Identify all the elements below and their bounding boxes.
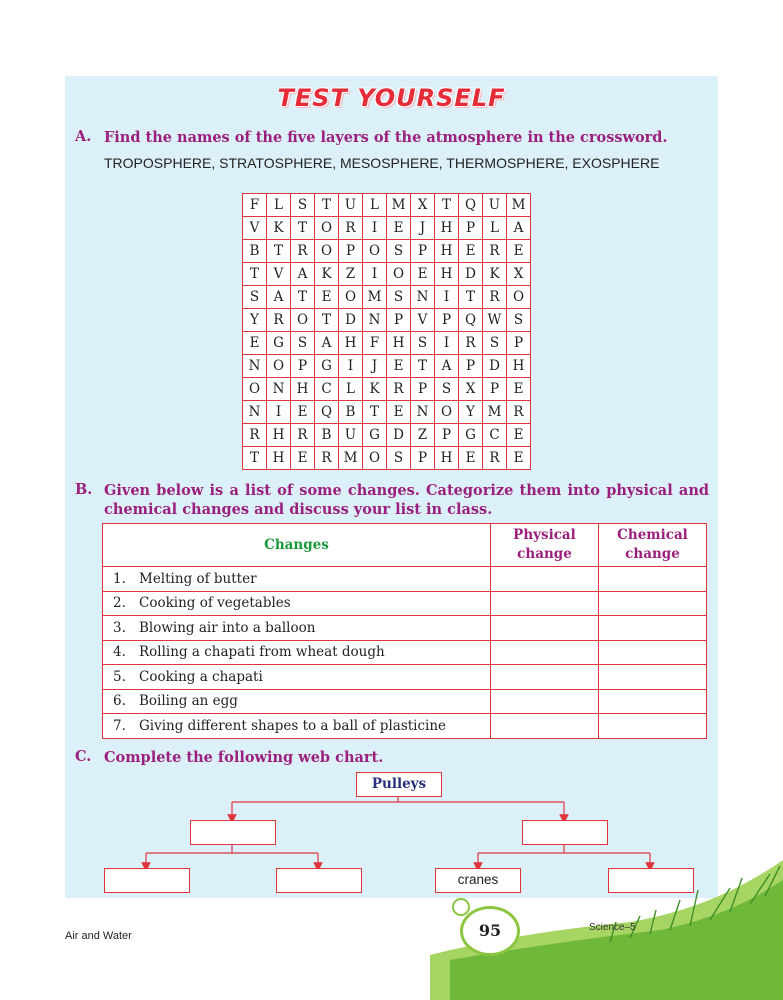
crossword-cell[interactable]: O xyxy=(315,217,339,240)
crossword-cell[interactable]: D xyxy=(339,309,363,332)
crossword-cell[interactable]: S xyxy=(435,378,459,401)
crossword-cell[interactable]: H xyxy=(435,447,459,470)
crossword-cell[interactable]: H xyxy=(507,355,531,378)
crossword-cell[interactable]: E xyxy=(387,401,411,424)
crossword-cell[interactable]: A xyxy=(435,355,459,378)
crossword-cell[interactable]: M xyxy=(507,194,531,217)
crossword-cell[interactable]: I xyxy=(363,263,387,286)
section-c-letter: C. xyxy=(75,748,92,765)
header-physical-line1: Physical xyxy=(513,527,576,543)
change-item-text: Cooking of vegetables xyxy=(139,595,291,612)
crossword-cell[interactable]: V xyxy=(267,263,291,286)
crossword-cell[interactable]: E xyxy=(459,240,483,263)
crossword-cell[interactable]: N xyxy=(411,286,435,309)
crossword-cell[interactable]: J xyxy=(363,355,387,378)
crossword-cell[interactable]: D xyxy=(459,263,483,286)
crossword-cell[interactable]: D xyxy=(483,355,507,378)
section-a-letter: A. xyxy=(75,128,92,145)
crossword-cell[interactable]: S xyxy=(387,240,411,263)
crossword-cell[interactable]: V xyxy=(411,309,435,332)
crossword-cell[interactable]: E xyxy=(315,286,339,309)
crossword-cell[interactable]: B xyxy=(243,240,267,263)
section-c-question: Complete the following web chart. xyxy=(104,749,384,766)
crossword-cell[interactable]: B xyxy=(315,424,339,447)
crossword-cell[interactable]: P xyxy=(387,309,411,332)
crossword-cell[interactable]: Y xyxy=(243,309,267,332)
change-item-number: 2. xyxy=(113,595,126,612)
crossword-cell[interactable]: E xyxy=(507,424,531,447)
crossword-cell[interactable]: H xyxy=(387,332,411,355)
crossword-cell[interactable]: M xyxy=(387,194,411,217)
header-physical-line2: change xyxy=(517,546,572,562)
crossword-cell[interactable]: R xyxy=(267,309,291,332)
crossword-cell[interactable]: L xyxy=(363,194,387,217)
crossword-cell[interactable]: F xyxy=(243,194,267,217)
crossword-cell[interactable]: T xyxy=(243,263,267,286)
crossword-cell[interactable]: Y xyxy=(459,401,483,424)
crossword-cell[interactable]: T xyxy=(267,240,291,263)
crossword-cell[interactable]: G xyxy=(315,355,339,378)
crossword-cell[interactable]: R xyxy=(291,240,315,263)
crossword-cell[interactable]: P xyxy=(507,332,531,355)
crossword-cell[interactable]: A xyxy=(291,263,315,286)
crossword-cell[interactable]: K xyxy=(315,263,339,286)
crossword-cell[interactable]: R xyxy=(483,447,507,470)
crossword-cell[interactable]: O xyxy=(291,309,315,332)
crossword-cell[interactable]: H xyxy=(339,332,363,355)
crossword-cell[interactable]: M xyxy=(339,447,363,470)
crossword-cell[interactable]: E xyxy=(291,447,315,470)
change-item-text: Melting of butter xyxy=(139,570,257,587)
crossword-cell[interactable]: S xyxy=(411,332,435,355)
crossword-cell[interactable]: I xyxy=(363,217,387,240)
change-item-text: Rolling a chapati from wheat dough xyxy=(139,644,385,661)
crossword-cell[interactable]: H xyxy=(435,263,459,286)
crossword-cell[interactable]: L xyxy=(483,217,507,240)
crossword-cell[interactable]: Q xyxy=(459,194,483,217)
change-item-text: Boiling an egg xyxy=(139,693,238,710)
change-item-number: 6. xyxy=(113,693,126,710)
crossword-cell[interactable]: S xyxy=(243,286,267,309)
atmosphere-layer-list: TROPOSPHERE, STRATOSPHERE, MESOSPHERE, THERMOSPHERE, EXOSPHERE xyxy=(104,155,660,171)
crossword-cell[interactable]: C xyxy=(483,424,507,447)
crossword-cell[interactable]: Q xyxy=(315,401,339,424)
crossword-cell[interactable]: S xyxy=(387,286,411,309)
crossword-cell[interactable]: A xyxy=(507,217,531,240)
crossword-cell[interactable]: P xyxy=(459,355,483,378)
crossword-cell[interactable]: K xyxy=(363,378,387,401)
crossword-cell[interactable]: S xyxy=(291,332,315,355)
crossword-cell[interactable]: H xyxy=(291,378,315,401)
crossword-cell[interactable]: V xyxy=(243,217,267,240)
crossword-cell[interactable]: E xyxy=(387,217,411,240)
crossword-cell[interactable]: T xyxy=(291,286,315,309)
crossword-cell[interactable]: X xyxy=(459,378,483,401)
crossword-cell[interactable]: N xyxy=(243,355,267,378)
page-title: TEST YOURSELF xyxy=(277,84,506,112)
change-item-number: 5. xyxy=(113,668,126,685)
change-item-number: 7. xyxy=(113,717,126,734)
section-b-question-line2: chemical changes and discuss your list in class. xyxy=(104,501,493,518)
crossword-cell[interactable]: R xyxy=(291,424,315,447)
header-changes: Changes xyxy=(103,524,491,567)
change-item-text: Giving different shapes to a ball of plasticine xyxy=(139,717,447,734)
crossword-cell[interactable]: O xyxy=(363,240,387,263)
crossword-cell[interactable]: P xyxy=(483,378,507,401)
crossword-cell[interactable]: T xyxy=(315,309,339,332)
crossword-cell[interactable]: O xyxy=(507,286,531,309)
crossword-cell[interactable]: P xyxy=(411,378,435,401)
crossword-cell[interactable]: T xyxy=(363,401,387,424)
crossword-cell[interactable]: R xyxy=(483,286,507,309)
crossword-cell[interactable]: O xyxy=(339,286,363,309)
crossword-cell[interactable]: M xyxy=(363,286,387,309)
crossword-cell[interactable]: E xyxy=(507,378,531,401)
crossword-cell[interactable]: R xyxy=(459,332,483,355)
crossword-cell[interactable]: P xyxy=(435,424,459,447)
crossword-cell[interactable]: P xyxy=(339,240,363,263)
crossword-cell[interactable]: F xyxy=(363,332,387,355)
change-item-number: 4. xyxy=(113,644,126,661)
crossword-cell[interactable]: P xyxy=(291,355,315,378)
crossword-cell[interactable]: N xyxy=(363,309,387,332)
crossword-cell[interactable]: I xyxy=(435,286,459,309)
crossword-cell[interactable]: X xyxy=(507,263,531,286)
section-b-question-line1: Given below is a list of some changes. Categorize them into physical and xyxy=(104,482,709,499)
crossword-cell[interactable]: W xyxy=(483,309,507,332)
crossword-cell[interactable]: L xyxy=(267,194,291,217)
crossword-cell[interactable]: R xyxy=(315,447,339,470)
crossword-cell[interactable]: O xyxy=(243,378,267,401)
crossword-cell[interactable]: U xyxy=(339,424,363,447)
crossword-cell[interactable]: U xyxy=(339,194,363,217)
crossword-cell[interactable]: G xyxy=(267,332,291,355)
crossword-cell[interactable]: E xyxy=(387,355,411,378)
section-b-letter: B. xyxy=(75,481,93,498)
crossword-cell[interactable]: P xyxy=(411,240,435,263)
change-item-text: Blowing air into a balloon xyxy=(139,619,316,636)
crossword-cell[interactable]: R xyxy=(243,424,267,447)
crossword-cell[interactable]: Z xyxy=(411,424,435,447)
page-number: 95 xyxy=(460,906,520,956)
crossword-cell[interactable]: R xyxy=(507,401,531,424)
crossword-cell[interactable]: J xyxy=(411,217,435,240)
web-blank-level1-left[interactable] xyxy=(190,820,276,845)
crossword-cell[interactable]: I xyxy=(339,355,363,378)
crossword-cell[interactable]: T xyxy=(435,194,459,217)
crossword-cell[interactable]: T xyxy=(291,217,315,240)
crossword-cell[interactable]: H xyxy=(267,424,291,447)
crossword-cell[interactable]: E xyxy=(459,447,483,470)
crossword-cell[interactable]: T xyxy=(411,355,435,378)
crossword-cell[interactable]: O xyxy=(267,355,291,378)
crossword-cell[interactable]: U xyxy=(483,194,507,217)
crossword-cell[interactable]: H xyxy=(267,447,291,470)
crossword-cell[interactable]: N xyxy=(267,378,291,401)
crossword-cell[interactable]: O xyxy=(387,263,411,286)
crossword-cell[interactable]: E xyxy=(507,447,531,470)
crossword-cell[interactable]: L xyxy=(339,378,363,401)
crossword-cell[interactable]: O xyxy=(435,401,459,424)
crossword-cell[interactable]: E xyxy=(411,263,435,286)
crossword-cell[interactable]: O xyxy=(363,447,387,470)
crossword-cell[interactable]: R xyxy=(387,378,411,401)
chapter-name: Air and Water xyxy=(65,930,132,942)
crossword-cell[interactable]: D xyxy=(387,424,411,447)
web-blank-leaf-2[interactable] xyxy=(276,868,362,893)
crossword-cell[interactable]: E xyxy=(507,240,531,263)
crossword-cell[interactable]: E xyxy=(243,332,267,355)
crossword-cell[interactable]: N xyxy=(243,401,267,424)
crossword-cell[interactable]: E xyxy=(291,401,315,424)
crossword-cell[interactable]: P xyxy=(435,309,459,332)
header-chemical-line2: change xyxy=(625,546,680,562)
crossword-cell[interactable]: B xyxy=(339,401,363,424)
crossword-cell[interactable]: T xyxy=(243,447,267,470)
change-item-number: 3. xyxy=(113,619,126,636)
crossword-cell[interactable]: C xyxy=(315,378,339,401)
crossword-cell[interactable]: I xyxy=(267,401,291,424)
crossword-cell[interactable]: R xyxy=(483,240,507,263)
crossword-cell[interactable]: Q xyxy=(459,309,483,332)
header-chemical-line1: Chemical xyxy=(617,527,688,543)
web-root-pulleys: Pulleys xyxy=(356,772,442,797)
crossword-cell[interactable]: H xyxy=(435,240,459,263)
crossword-cell[interactable]: S xyxy=(291,194,315,217)
book-name: Science–5 xyxy=(589,922,636,933)
crossword-cell[interactable]: I xyxy=(435,332,459,355)
web-blank-leaf-1[interactable] xyxy=(104,868,190,893)
crossword-cell[interactable]: T xyxy=(459,286,483,309)
crossword-cell[interactable]: S xyxy=(483,332,507,355)
crossword-cell[interactable]: A xyxy=(267,286,291,309)
crossword-cell[interactable]: P xyxy=(411,447,435,470)
crossword-cell[interactable]: H xyxy=(435,217,459,240)
crossword-cell[interactable]: P xyxy=(459,217,483,240)
crossword-cell[interactable]: K xyxy=(267,217,291,240)
crossword-cell[interactable]: O xyxy=(315,240,339,263)
crossword-cell[interactable]: G xyxy=(363,424,387,447)
crossword-cell[interactable]: T xyxy=(315,194,339,217)
crossword-cell[interactable]: S xyxy=(507,309,531,332)
crossword-cell[interactable]: Z xyxy=(339,263,363,286)
crossword-cell[interactable]: N xyxy=(411,401,435,424)
section-a-question: Find the names of the five layers of the atmosphere in the crossword. xyxy=(104,129,668,146)
crossword-cell[interactable]: S xyxy=(387,447,411,470)
crossword-cell[interactable]: G xyxy=(459,424,483,447)
crossword-cell[interactable]: K xyxy=(483,263,507,286)
web-leaf-cranes: cranes xyxy=(435,868,521,893)
crossword-cell[interactable]: A xyxy=(315,332,339,355)
web-blank-level1-right[interactable] xyxy=(522,820,608,845)
change-item-number: 1. xyxy=(113,570,126,587)
crossword-cell[interactable]: R xyxy=(339,217,363,240)
crossword-cell[interactable]: X xyxy=(411,194,435,217)
change-item-text: Cooking a chapati xyxy=(139,668,263,685)
crossword-cell[interactable]: M xyxy=(483,401,507,424)
